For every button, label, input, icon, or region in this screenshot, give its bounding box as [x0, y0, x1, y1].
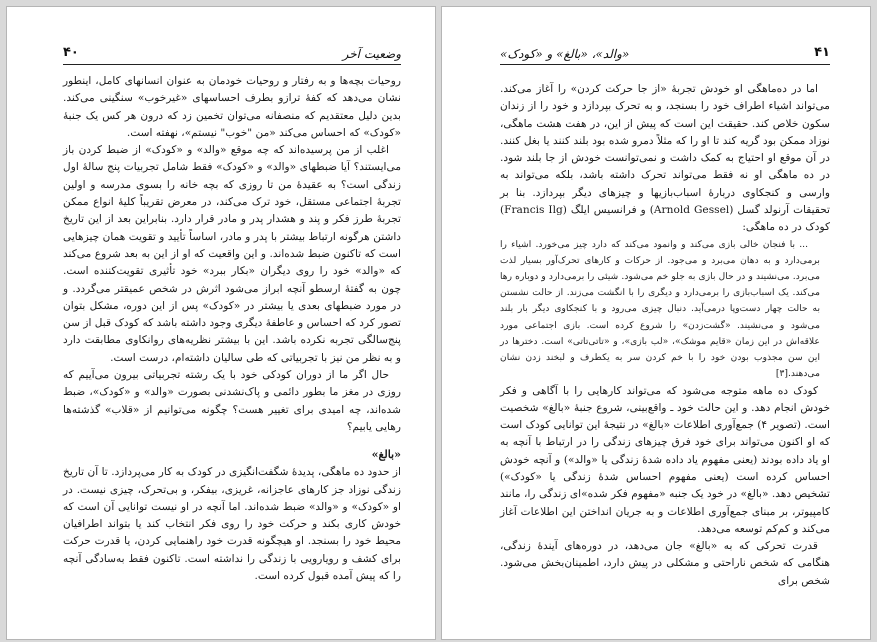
page-number: ۴۰ — [63, 45, 79, 60]
paragraph: کودک ده ماهه متوجه می‌شود که می‌تواند کارهایی را با آگاهی و فکر خودش انجام دهد. و این حالت خود ـ واقع‌بینی، شروع جنبهٔ «بالغ» شخصیت است. (تصویر ۴) جمع‌آوری اطلاعات «بالغ» در نتیجهٔ این توانایی کودک است که او اکنون می‌تواند برای خود فرق چیزهای زندگی را در ارتباط با آنچه به او یاد داده بودند (یعنی مفهوم یاد داده شدهٔ زندگی یا «والد») و آنچه خودش احساس کرده است (یعنی مفهوم احساس شدهٔ زندگی یا «کودک») تشخیص دهد. «بالغ» در خود یک جنبه «مفهوم فکر شده»ای زندگی را، مانند کامپیوتر، بر مبنای جمع‌آوری اطلاعات و به جریان انداختن این اطلاعات آغاز می‌کند و کم‌کم توسعه می‌دهد. — [500, 384, 830, 535]
running-title: «والد»، «بالغ» و «کودک» — [500, 47, 630, 61]
left-page-header — [63, 44, 401, 65]
paragraph: حال اگر ما از دوران کودکی خود با یک رشته تجربیاتی بیرون می‌آییم که روزی در مغز ما بطور دائمی و پاک‌نشدنی بصورت «والد» و «کودک»، ضبط شده‌اند، چه امیدی برای تغییر هست؟ چگونه می‌توانیم از «قلاب» گذشته‌ها رهایی یابیم؟ — [63, 369, 401, 433]
right-page-body — [500, 81, 830, 590]
section-heading: «بالغ» — [371, 448, 401, 462]
running-title: وضعیت آخر — [342, 47, 401, 61]
paragraph: اغلب از من پرسیده‌اند که چه موقع «والد» و «کودک» از ضبط کردن باز می‌ایستند؟ آیا ضبطهای «والد» و «کودک» فقط شامل تجربیات پنج سالهٔ اول زندگی است؟ به عقیدهٔ من تا روزی که بچه خانه را بسوی مدرسه و اولین تجربهٔ اجتماعی مستقل، خود ترک می‌کند، در معرض تقریباً کلیهٔ انواع ممکن تجربهٔ طرز فکر و پند و هشدار پدر و مادر قرار دارد. بنابراین بعد از این تاریخ داشتن هرگونه ارتباط بیشتر با پدر و مادر، اساساً تأیید و تقویت همان چیزهایی است که تاکنون ضبط شده‌اند. و این واقعیت که او از این به بعد شروع می‌کند که «والد» خود را روی دیگران «بکار ببرد» خود تأثیری تقویت‌کننده است. چون به گفتهٔ ارسطو آنچه ابراز می‌شود اثرش در شخص عمیقتر می‌گردد. و در مورد ضبطهای بعدی یا بیشتر در «کودک» پس از این دوره، مشکل بتوان تصور کرد که احساس و عاطفهٔ دیگری وجود داشته باشد که کودک قبل از سن پنج‌سالگی تجربه نکرده باشد. این با بیشتر نظریه‌های روانکاوی مطابقت دارد و به نظر من نیز با تجربیاتی که طی سالیان داشته‌ام، درست است. — [63, 144, 401, 364]
right-page — [441, 6, 871, 640]
right-page-header — [500, 44, 830, 65]
block-quote: ... با فنجان خالی بازی می‌کند و وانمود می‌کند که دارد چیز می‌خورد. اشیاء را برمی‌دارد و به دهان می‌برد و می‌جود. از حرکات و کارهای تحرک‌آور بسیار لذت می‌برد. می‌نشیند و در حال بازی به جلو خم می‌شود. شیئی را برمی‌دارد و دوباره رها می‌کند. یک اسباب‌بازی را برمی‌دارد و دیگری را با انگشت می‌زند. از حالت نشستن به حالت چهار دست‌وپا درمی‌آید. دنبال چیزی می‌رود و با کنجکاوی دیگر بار بلند می‌شود و می‌نشیند. «گشت‌زدن» را شروع کرده است. بازی اجتماعی مورد علاقه‌اش در این زمان «قایم موشک»، «لب بازی»، و «تاتی‌تاتی» است. دخترها در این سن مجذوب بودن خود را با خم کردن سر به یکطرف و لبخند زدن نشان می‌دهند.[۳] — [500, 238, 820, 380]
left-page-body — [63, 73, 401, 585]
left-page — [6, 6, 436, 640]
page-number: ۴۱ — [814, 45, 830, 60]
paragraph: روحیات بچه‌ها و به رفتار و روحیات خودمان به عنوان انسانهای کامل، اینطور نشان می‌دهد که کفهٔ ترازو بطرف احساسهای «غیرخوب» سنگینی می‌کند. بدین دلیل معتقدیم که منصفانه می‌توان تخمین زد که درون هر کس یک جنبهٔ «کودک» که احساس می‌کند «من "خوب" نیستم»، نهفته است. — [63, 75, 401, 139]
paragraph: اما در ده‌ماهگی او خودش تجربهٔ «از جا حرکت کردن» را آغاز می‌کند. می‌تواند اشیاء اطراف خود را بسنجد، و به تحرک بپردازد و خود را از زندان سکون خلاص کند. حقیقت این است که پیش از این، در هفت هشت ماهگی، نوزاد ممکن بود گریه کند تا او را که مثلاً دمرو شده بود بلند کنند یا بغل کنند. در آن موقع او احتیاج به کمک داشت و نمی‌توانست خودش از جا بلند شود. در ده ماهگی او نه فقط می‌تواند تحرک داشته باشد، بلکه می‌تواند به وارسی و کنجکاوی دربارهٔ اسباب‌بازیها و چیزهای دیگر بپردازد. بنا بر تحقیقات آرنولد گسل (Arnold Gessel) و فرانسیس ایلگ (Francis Ilg) کودک در ده ماهگی: — [500, 83, 830, 234]
paragraph: از حدود ده ماهگی، پدیدهٔ شگفت‌انگیزی در کودک به کار می‌پردازد. تا آن تاریخ زندگی نوزاد جز کارهای عاجزانه، غریزی، بیفکر، و بی‌تحرک، چیزی نیست. در او «کودک» و «والد» ضبط شده‌اند. اما آنچه در او نیست توانایی آن است که خودش کاری بکند و حرکت خود را روی فکر انتخاب کند یا بتواند اطرافیان محیط خود را بسنجد. او هیچگونه قدرت خود راهنمایی کردن، یا قدرت حرکت برای کشف و رویارویی با زندگی را نداشته است. تاکنون فقط به‌سادگی آنچه را که پیش آمده قبول کرده است. — [63, 466, 401, 583]
paragraph: قدرت تحرکی که به «بالغ» جان می‌دهد، در دوره‌های آیندهٔ زندگی، هنگامی که شخص ناراحتی و مشکلی در پیش دارد، اطمینان‌بخش می‌شود. شخص برای — [500, 540, 830, 587]
